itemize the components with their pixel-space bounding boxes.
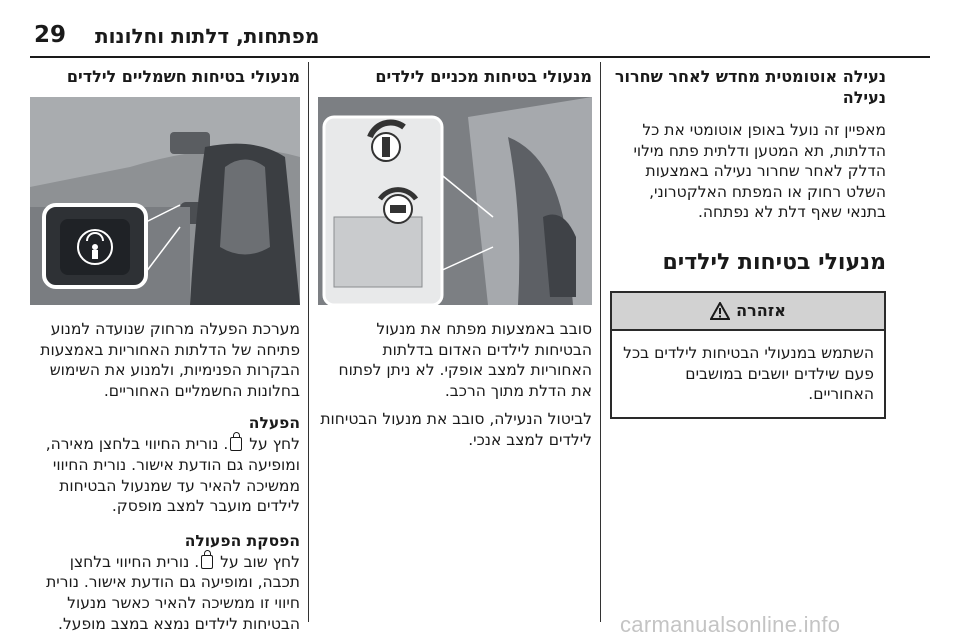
deactivation-heading: הפסקת הפעולה xyxy=(184,531,300,550)
auto-relock-column xyxy=(610,66,886,419)
door-lock-photo xyxy=(318,97,592,305)
activation-heading: הפעלה xyxy=(248,414,300,433)
warning-box xyxy=(610,291,886,419)
mechanical-locks-paragraph-1: סובב באמצעות מפתח את מנעול הבטיחות לילדים האדום בדלתות האחוריות למצב אופקי. לא ניתן לפתוח את הדלת מתוך הרכב. xyxy=(338,320,592,400)
warning-label: אזהרה xyxy=(736,301,786,321)
deactivation-text xyxy=(30,552,300,634)
page-number: 29 xyxy=(34,22,67,48)
auto-relock-title: נעילה אוטומטית מחדש לאחר שחרור נעילה xyxy=(614,67,886,107)
warning-text: השתמש במנעולי הבטיחות לילדים בכל פעם שילדים יושבים במושבים האחוריים. xyxy=(623,343,874,404)
deactivation-text-after: . נורית החיווי בלחצן תכבה, ומופיעה גם הודעת אישור. נורית חיווי זו ממשיכה להאיר כאשר מנעול הבטיחות לילדים נמצא במצב מופעל. xyxy=(46,552,300,633)
header-rule xyxy=(30,56,930,58)
electric-locks-intro: מערכת הפעלה מרחוק שנועדה למנוע פתיחה של הדלתות האחוריות באמצעות הבקרות הפנימיות, ולמנוע את השימוש בחלונות החשמליים האחוריים. xyxy=(40,320,300,400)
child-lock-icon xyxy=(230,437,242,451)
column-divider xyxy=(600,62,601,622)
electric-locks-title: מנעולי בטיחות חשמליים לילדים xyxy=(66,67,300,86)
activation-text-before: לחץ על xyxy=(249,435,300,454)
mechanical-locks-title: מנעולי בטיחות מכניים לילדים xyxy=(375,67,592,86)
page-header xyxy=(0,0,960,58)
child-locks-section-heading: מנעולי בטיחות לילדים xyxy=(662,249,886,275)
mechanical-child-locks-column xyxy=(318,66,592,451)
child-lock-button-photo xyxy=(30,97,300,305)
warning-header xyxy=(612,293,884,331)
activation-text-after: . נורית החיווי בלחצן מאירה, ומופיעה גם הודעת אישור. נורית החיווי ממשיכה להאיר עד שמנעול הבטיחות לילדים מועבר למצב מופסק. xyxy=(45,435,300,516)
electric-child-locks-column xyxy=(30,66,300,634)
page-title: מפתחות, דלתות וחלונות xyxy=(95,24,320,48)
mechanical-locks-paragraph-2: לביטול הנעילה, סובב את מנעול הבטיחות לילדים למצב אנכי. xyxy=(320,410,592,449)
watermark: carmanualsonline.info xyxy=(620,612,841,637)
deactivation-text-before: לחץ שוב על xyxy=(220,552,300,571)
column-divider xyxy=(308,62,309,622)
child-lock-icon xyxy=(201,555,213,569)
auto-relock-text: מאפיין זה נועל באופן אוטומטי את כל הדלתות, תא המטען ודלתית פתח מילוי הדלק לאחר שחרור נעילה באמצעות השלט רחוק או המפתח האלקטרוני, בתנאי שאף דלת לא נפתחה. xyxy=(633,121,886,222)
activation-text xyxy=(30,434,300,516)
warning-triangle-icon xyxy=(710,302,730,320)
